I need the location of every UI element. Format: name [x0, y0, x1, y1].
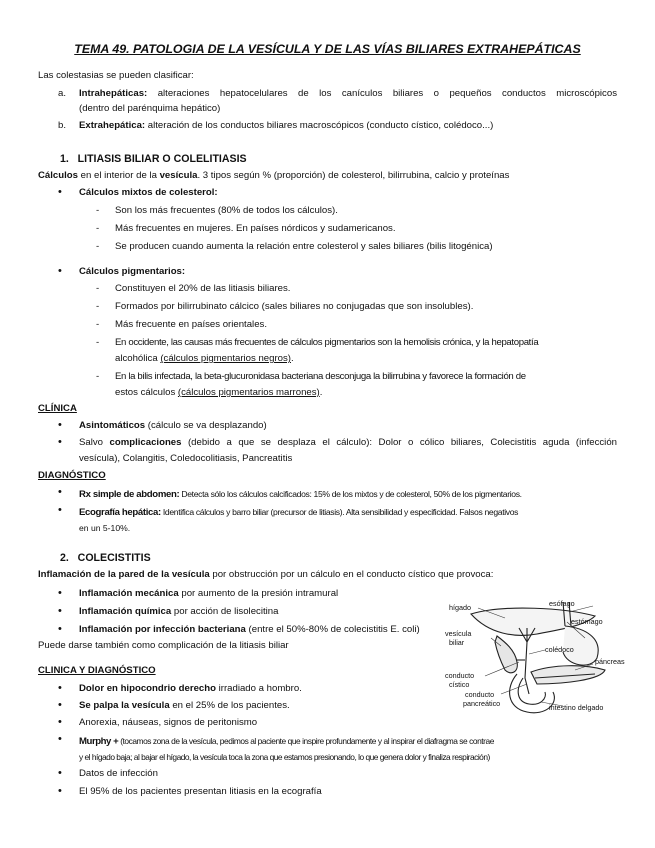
bullet: • — [58, 265, 62, 277]
list-item: Más frecuente en países orientales. — [115, 319, 267, 330]
figure-label: pancreático — [463, 699, 501, 708]
extrahepatic-item: Extrahepática: alteración de los conductos biliares macroscópicos (conducto cístico, colédoco...) — [79, 120, 494, 131]
cd-item: Se palpa la vesícula en el 25% de los pacientes. — [79, 700, 290, 711]
list-marker-a: a. — [58, 88, 67, 99]
clinica-diagnostico-heading: CLINICA Y DIAGNÓSTICO — [38, 665, 156, 676]
bullet: • — [58, 682, 62, 694]
bullet: • — [58, 436, 62, 448]
clinica-item: Asintomáticos (cálculo se va desplazando) — [79, 420, 267, 431]
diagnostico-heading: DIAGNÓSTICO — [38, 470, 106, 481]
clinica-item-cont: vesícula), Colangitis, Coledocolitiasis, Pancreatitis — [79, 453, 293, 464]
dash: - — [96, 241, 100, 252]
figure-label: esófago — [549, 599, 575, 608]
bullet: • — [58, 186, 62, 198]
figure-label: vesícula — [445, 629, 472, 638]
section-2-intro: Inflamación de la pared de la vesícula por obstrucción por un cálculo en el conducto cístico que provoca: — [38, 569, 494, 580]
list-item: En occidente, las causas más frecuentes de cálculos pigmentarios son la hemolisis crónica, y la hepatopatía — [115, 337, 539, 348]
clinica-item: Salvo complicaciones (debido a que se desplaza el cálculo): Dolor o cólico biliares, Colecistitis aguda (infección — [79, 437, 617, 448]
pigment-stones-title: Cálculos pigmentarios: — [79, 266, 186, 277]
clinica-heading: CLÍNICA — [38, 403, 77, 414]
figure-label: biliar — [449, 638, 465, 647]
cd-item: Datos de infección — [79, 768, 158, 779]
bullet: • — [58, 716, 62, 728]
bullet: • — [58, 486, 62, 498]
mixed-stones-title: Cálculos mixtos de colesterol: — [79, 187, 218, 198]
colecistitis-item: Inflamación por infección bacteriana (entre el 50%-80% de colecistitis E. coli) — [79, 624, 420, 635]
cd-item: Murphy + (tocamos zona de la vesícula, pedimos al paciente que inspire profundamente y al inspirar el diafragma se contrae — [79, 736, 494, 747]
cd-item: Anorexia, náuseas, signos de peritonismo — [79, 717, 258, 728]
dash: - — [96, 223, 100, 234]
dash: - — [96, 371, 100, 382]
bullet: • — [58, 699, 62, 711]
list-item: Formados por bilirrubinato cálcico (sales biliares no conjugadas que son insolubles). — [115, 301, 474, 312]
bullet: • — [58, 587, 62, 599]
diagnostico-item-cont: en un 5-10%. — [79, 523, 131, 533]
figure-label: hígado — [449, 603, 471, 612]
colecistitis-item: Inflamación química por acción de lisolecitina — [79, 606, 279, 617]
figure-label: conducto — [465, 690, 495, 699]
list-item: Se producen cuando aumenta la relación entre colesterol y sales biliares (bilis litogénica) — [115, 241, 493, 252]
figure-label: intestino delgado — [549, 703, 604, 712]
dash: - — [96, 337, 100, 348]
cd-item-cont: y el hígado baja; al bajar el hígado, la vesícula toca la zona que estamos presionando, lo que genera dolor y finaliza respiración) — [79, 752, 490, 762]
list-item-cont: alcohólica (cálculos pigmentarios negros). — [115, 353, 294, 364]
colecistitis-item: Inflamación mecánica por aumento de la presión intramural — [79, 588, 339, 599]
dash: - — [96, 205, 100, 216]
intro-text: Las colestasias se pueden clasificar: — [38, 70, 194, 81]
list-item: En la bilis infectada, la beta-glucuronidasa bacteriana desconjuga la bilirrubina y favorece la formación de — [115, 371, 526, 382]
section-1-intro: Cálculos en el interior de la vesícula. 3 tipos según % (proporción) de colesterol, bilirrubina, calcio y proteínas — [38, 170, 510, 181]
colecistitis-note: Puede darse también como complicación de la litiasis biliar — [38, 640, 289, 651]
figure-label: cístico — [449, 680, 470, 689]
intrahepatic-item: Intrahepáticas: alteraciones hepatocelulares de los canículos biliares o pequeños conductos microscópicos — [79, 88, 617, 99]
bullet: • — [58, 504, 62, 516]
figure-label: páncreas — [595, 657, 625, 666]
list-item: Son los más frecuentes (80% de todos los cálculos). — [115, 205, 338, 216]
figure-label: conducto — [445, 671, 475, 680]
dash: - — [96, 319, 100, 330]
list-marker-b: b. — [58, 120, 67, 131]
bullet: • — [58, 605, 62, 617]
bullet: • — [58, 733, 62, 745]
bullet: • — [58, 419, 62, 431]
list-item: Más frecuentes en mujeres. En países nórdicos y sudamericanos. — [115, 223, 396, 234]
diagnostico-item: Ecografía hepática: Identifica cálculos y barro biliar (precursor de litiasis). Alta sensibilidad y especificidad. Falsos negativos — [79, 507, 519, 518]
biliary-anatomy-figure — [445, 598, 627, 723]
cd-item: El 95% de los pacientes presentan litiasis en la ecografía — [79, 786, 322, 797]
section-2-heading: 2. COLECISTITIS — [60, 552, 151, 564]
dash: - — [96, 283, 100, 294]
bullet: • — [58, 785, 62, 797]
cd-item: Dolor en hipocondrio derecho irradiado a hombro. — [79, 683, 302, 694]
section-1-heading: 1. LITIASIS BILIAR O COLELITIASIS — [60, 153, 247, 165]
figure-label: estómago — [571, 617, 603, 626]
intrahepatic-cont: (dentro del parénquima hepático) — [79, 103, 221, 114]
dash: - — [96, 301, 100, 312]
bullet: • — [58, 623, 62, 635]
diagnostico-item: Rx simple de abdomen: Detecta sólo los cálculos calcificados: 15% de los mixtos y de colesterol, 50% de los pigmentarios. — [79, 489, 522, 500]
list-item-cont: estos cálculos (cálculos pigmentarios marrones). — [115, 387, 323, 398]
list-item: Constituyen el 20% de las litiasis biliares. — [115, 283, 291, 294]
page-title: TEMA 49. PATOLOGIA DE LA VESÍCULA Y DE LAS VÍAS BILIARES EXTRAHEPÁTICAS — [74, 42, 581, 56]
figure-label: colédoco — [545, 645, 574, 654]
bullet: • — [58, 767, 62, 779]
